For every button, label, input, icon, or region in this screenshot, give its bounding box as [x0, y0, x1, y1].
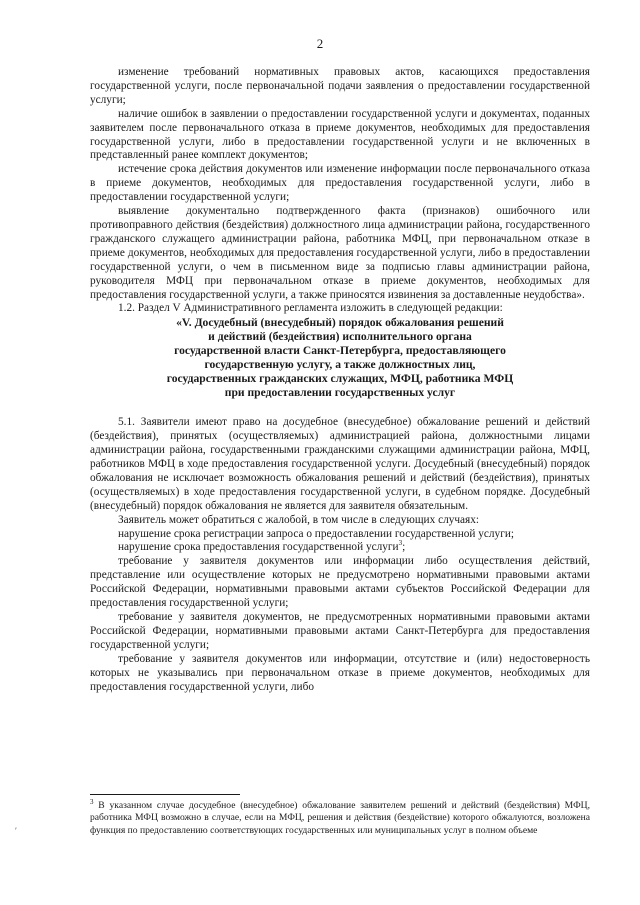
- paragraph-registration-term: нарушение срока регистрации запроса о предоставлении государственной услуги;: [118, 527, 515, 540]
- paragraph-5-1: 5.1. Заявители имеют право на досудебное (внесудебное) обжалование решений и действий (бездействия), принятых (осуществляемых) администрацией района, должностными лицами администрации района, государственными гражданскими служащими администрации района, МФЦ, работников МФЦ в ходе предоставления государственной услуги. Досудебный (внесудебный) порядок обжалования не исключает возможность обжалования решений и действий (бездействия), принятых (осуществляемых) в ходе предоставления государственной услуги, в судебном порядке. Досудебный (внесудебный) порядок обжалования не является для заявителя обязательным.: [90, 416, 590, 512]
- document-body: [90, 66, 590, 694]
- spacer: [90, 404, 590, 416]
- footnote: [90, 797, 590, 837]
- paragraph-complaint-cases: Заявитель может обратиться с жалобой, в том числе в следующих случаях:: [118, 513, 480, 526]
- paragraph-errors-in-application: наличие ошибок в заявлении о предоставлении государственной услуги и документах, поданных заявителем после первоначального отказа в приеме документов, необходимых для предоставления государственной услуги, либо в предоставлении государственной услуги и не включенных в представленный ранее комплект документов;: [90, 107, 590, 162]
- paragraph-missing-information: требование у заявителя документов или информации, отсутствие и (или) недостоверность которых не указывались при первоначальном отказе в приеме документов, необходимых для предоставления государственной услуги, либо: [90, 652, 590, 693]
- section-heading-line: при предоставлении государственных услуг: [224, 386, 456, 400]
- footnote-reference: 3: [398, 539, 403, 548]
- footnote-divider: [90, 794, 240, 795]
- footnote-mark: 3: [90, 797, 94, 806]
- section-heading-line: государственную услугу, а также должностных лиц,: [204, 358, 476, 372]
- service-term-end: ;: [402, 541, 406, 554]
- service-term-text: нарушение срока предоставления государственной услуги: [118, 541, 399, 554]
- paragraph-not-provided-documents: требование у заявителя документов, не предусмотренных нормативными правовыми актами Российской Федерации, нормативными правовыми актами Санкт-Петербурга для предоставления государственной услуги;: [90, 611, 590, 651]
- paragraph-requirements-change: изменение требований нормативных правовых актов, касающихся предоставления государственной услуги, после первоначальной подачи заявления о предоставлении государственной услуги;: [90, 66, 590, 106]
- page-number: 2: [316, 36, 324, 51]
- paragraph-service-term: [90, 541, 590, 555]
- section-heading-line: и действий (бездействия) исполнительного органа: [208, 330, 472, 344]
- section-heading: [90, 316, 590, 400]
- paragraph-erroneous-action: выявление документально подтвержденного факта (признаков) ошибочного или противоправного действия (бездействия) должностного лица администрации района, государственного гражданского служащего администрации района, работника МФЦ, при первоначальном отказе в приеме документов, необходимых для предоставления государственной услуги, либо в предоставлении государственной услуги, о чем в письменном виде за подписью главы администрации района, руководителя МФЦ при первоначальном отказе в приеме документов, необходимых для предоставления государственной услуги, а также приносятся извинения за доставленные неудобства».: [90, 205, 590, 301]
- paragraph-document-expiry: истечение срока действия документов или изменение информации после первоначального отказа в приеме документов, необходимых для предоставления государственной услуги, либо в предоставлении государственной услуги;: [90, 163, 590, 204]
- paragraph-extra-documents: требование у заявителя документов или информации либо осуществления действий, представление или осуществление которых не предусмотрено нормативными правовыми актами Российской Федерации, нормативными правовыми актами субъектов Российской Федерации для предоставления государственной услуги;: [90, 555, 590, 610]
- paragraph-amendment-1-2: 1.2. Раздел V Административного регламента изложить в следующей редакции:: [118, 302, 503, 315]
- section-heading-line: государственных гражданских служащих, МФЦ, работника МФЦ: [166, 372, 514, 386]
- footnote-body: В указанном случае досудебное (внесудебное) обжалование заявителем решений и действий (бездействия) МФЦ, работника МФЦ возможно в случае, если на МФЦ, решения и действия (бездействие) которого обжалуются, возложена функция по предоставлению соответствующих государственных или муниципальных услуг в полном объеме: [90, 800, 590, 836]
- footnote-text: [90, 797, 590, 837]
- scan-artifact: ′: [15, 826, 17, 836]
- section-heading-line: «V. Досудебный (внесудебный) порядок обжалования решений: [176, 316, 504, 330]
- section-heading-line: государственной власти Санкт-Петербурга, предоставляющего: [174, 344, 506, 358]
